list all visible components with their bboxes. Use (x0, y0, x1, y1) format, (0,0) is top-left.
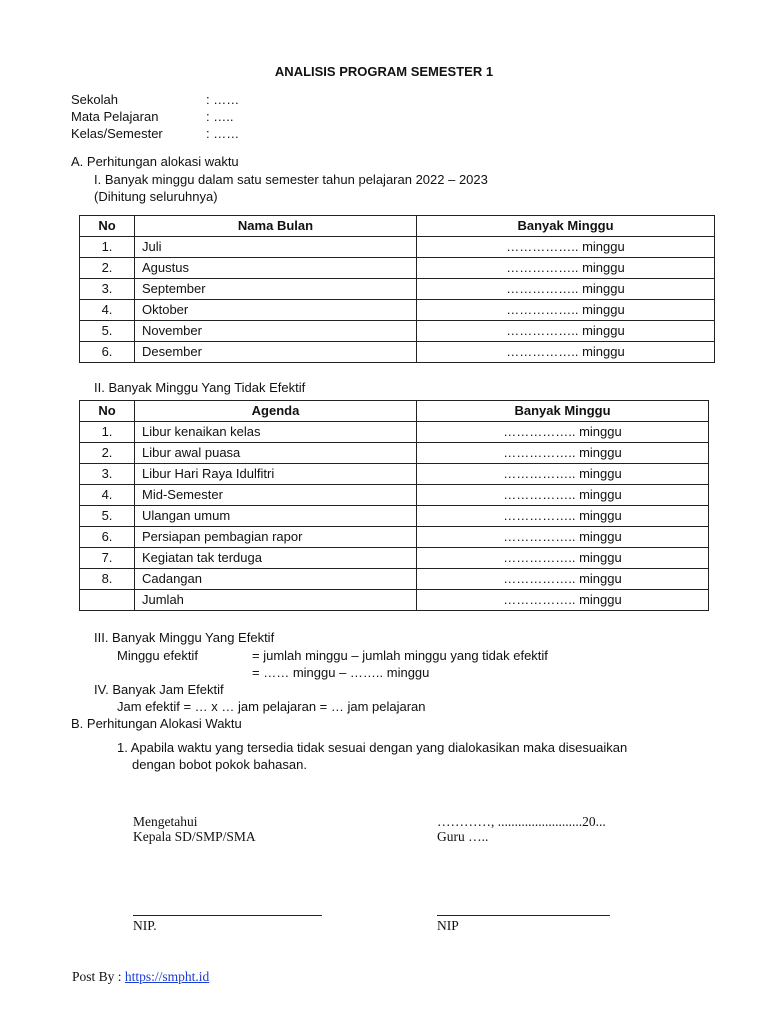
part3-heading: III. Banyak Minggu Yang Efektif (94, 630, 275, 645)
cell-agenda: Persiapan pembagian rapor (135, 527, 417, 548)
cell-agenda: Mid-Semester (135, 485, 417, 506)
col-header-no: No (80, 401, 135, 422)
cell-no: 4. (80, 485, 135, 506)
cell-agenda: Libur Hari Raya Idulfitri (135, 464, 417, 485)
cell-no: 3. (80, 464, 135, 485)
cell-weeks: …………….. minggu (417, 342, 715, 363)
cell-no: 5. (80, 321, 135, 342)
signature-right-line (437, 915, 610, 916)
table-row (80, 321, 715, 342)
signature-left-line (133, 915, 322, 916)
section-b-heading: B. Perhitungan Alokasi Waktu (71, 716, 242, 731)
signature-left-acknowledged: Mengetahui (133, 814, 198, 829)
cell-month: Juli (135, 237, 417, 258)
cell-month: Desember (135, 342, 417, 363)
part4-formula: Jam efektif = … x … jam pelajaran = … jam pelajaran (117, 699, 426, 714)
table-row (80, 548, 709, 569)
cell-weeks: …………….. minggu (417, 527, 709, 548)
cell-weeks: …………….. minggu (417, 464, 709, 485)
part3-formula-1: = jumlah minggu – jumlah minggu yang tidak efektif (252, 648, 548, 663)
cell-no: 7. (80, 548, 135, 569)
cell-weeks: …………….. minggu (417, 422, 709, 443)
footer (72, 969, 209, 985)
cell-no: 6. (80, 342, 135, 363)
cell-total-label: Jumlah (135, 590, 417, 611)
document-title: ANALISIS PROGRAM SEMESTER 1 (274, 64, 494, 79)
part4-heading: IV. Banyak Jam Efektif (94, 682, 224, 697)
table-row (80, 506, 709, 527)
cell-no (80, 590, 135, 611)
signature-right-title: Guru ….. (437, 829, 489, 844)
table-row (80, 258, 715, 279)
section-a-heading: A. Perhitungan alokasi waktu (71, 154, 239, 169)
part1-note: (Dihitung seluruhnya) (94, 189, 218, 204)
identity-value: : …… (206, 126, 240, 141)
cell-month: September (135, 279, 417, 300)
cell-agenda: Cadangan (135, 569, 417, 590)
col-header-no: No (80, 216, 135, 237)
table-row (80, 485, 709, 506)
identity-value: : …… (206, 92, 240, 107)
col-header-agenda: Agenda (135, 401, 417, 422)
cell-month: Agustus (135, 258, 417, 279)
col-header-weeks: Banyak Minggu (417, 401, 709, 422)
table-row (80, 300, 715, 321)
table-row (80, 342, 715, 363)
cell-weeks: …………….. minggu (417, 258, 715, 279)
cell-weeks: …………….. minggu (417, 321, 715, 342)
section-b-item1-line1: 1. Apabila waktu yang tersedia tidak sesuai dengan yang dialokasikan maka disesuaikan (117, 740, 628, 755)
footer-link[interactable]: https://smpht.id (124, 969, 210, 984)
table-row (80, 279, 715, 300)
signature-left-title: Kepala SD/SMP/SMA (133, 829, 256, 844)
cell-weeks: …………….. minggu (417, 485, 709, 506)
part2-heading: II. Banyak Minggu Yang Tidak Efektif (94, 380, 306, 395)
cell-no: 2. (80, 443, 135, 464)
table-header-row (80, 216, 715, 237)
part3-formula-2: = …… minggu – …….. minggu (252, 665, 430, 680)
part1-heading: I. Banyak minggu dalam satu semester tahun pelajaran 2022 – 2023 (94, 172, 488, 187)
cell-weeks: …………….. minggu (417, 548, 709, 569)
table-row (80, 569, 709, 590)
cell-month: November (135, 321, 417, 342)
section-b-item1-line2: dengan bobot pokok bahasan. (132, 757, 307, 772)
table-row (80, 443, 709, 464)
cell-agenda: Ulangan umum (135, 506, 417, 527)
col-header-weeks: Banyak Minggu (417, 216, 715, 237)
cell-month: Oktober (135, 300, 417, 321)
cell-agenda: Libur kenaikan kelas (135, 422, 417, 443)
cell-weeks: …………….. minggu (417, 569, 709, 590)
cell-agenda: Kegiatan tak terduga (135, 548, 417, 569)
table-header-row (80, 401, 709, 422)
identity-label: Kelas/Semester (71, 126, 163, 141)
identity-label: Sekolah (71, 92, 118, 107)
table-total-row (80, 590, 709, 611)
months-table (79, 215, 715, 363)
identity-value: : ….. (206, 109, 234, 124)
identity-label: Mata Pelajaran (71, 109, 159, 124)
signature-right-nip: NIP (437, 918, 459, 933)
cell-weeks: …………….. minggu (417, 279, 715, 300)
table-row (80, 422, 709, 443)
cell-no: 4. (80, 300, 135, 321)
signature-right-place-date: …………, .........................20... (437, 814, 606, 829)
cell-weeks: …………….. minggu (417, 237, 715, 258)
cell-no: 6. (80, 527, 135, 548)
cell-no: 5. (80, 506, 135, 527)
part3-label: Minggu efektif (117, 648, 198, 663)
cell-weeks: …………….. minggu (417, 506, 709, 527)
cell-weeks: …………….. minggu (417, 300, 715, 321)
table-row (80, 237, 715, 258)
footer-prefix: Post By : (72, 969, 125, 984)
col-header-month: Nama Bulan (135, 216, 417, 237)
cell-weeks: …………….. minggu (417, 443, 709, 464)
table-row (80, 527, 709, 548)
table-row (80, 464, 709, 485)
cell-no: 2. (80, 258, 135, 279)
cell-no: 3. (80, 279, 135, 300)
cell-no: 8. (80, 569, 135, 590)
non-effective-table (79, 400, 709, 611)
cell-no: 1. (80, 237, 135, 258)
cell-weeks: …………….. minggu (417, 590, 709, 611)
signature-left-nip: NIP. (133, 918, 157, 933)
cell-no: 1. (80, 422, 135, 443)
cell-agenda: Libur awal puasa (135, 443, 417, 464)
